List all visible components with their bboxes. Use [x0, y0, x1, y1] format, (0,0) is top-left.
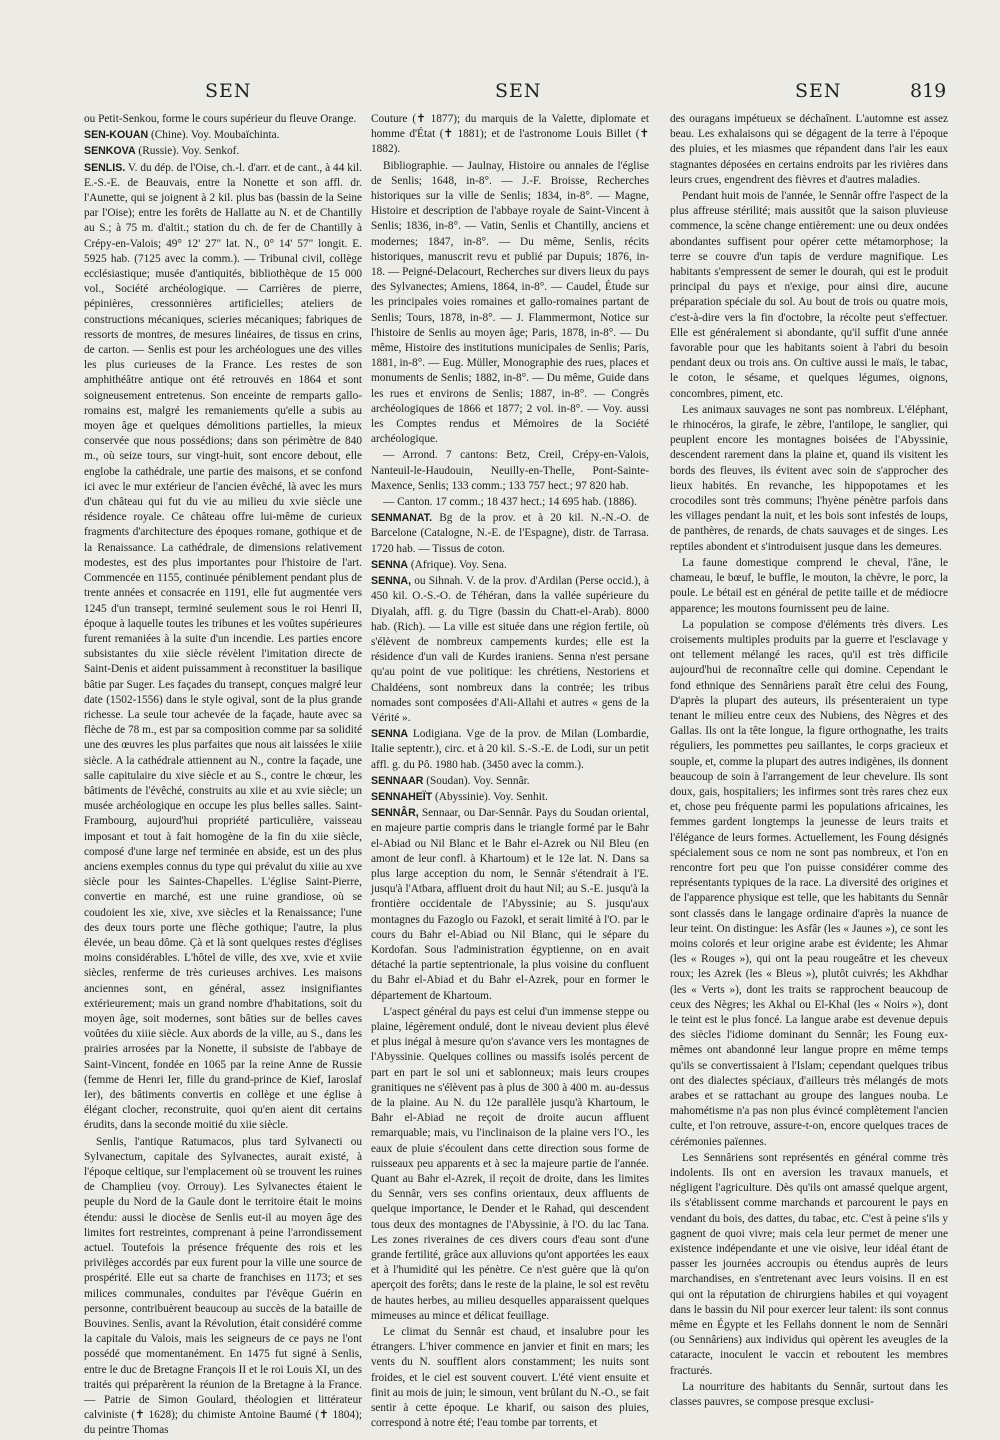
canton-paragraph: — Canton. 17 comm.; 18 437 hect.; 14 695 hab. (1886).	[383, 496, 637, 509]
entry-senmanat	[371, 511, 649, 557]
headword: SEN-KOUAN	[84, 129, 149, 142]
entry-senna-sihnah	[371, 574, 649, 726]
entry-senna-lodigiana	[371, 727, 649, 773]
column-1	[84, 112, 362, 1440]
entry-continuation: ou Petit-Senkou, forme le cours supérieur du fleuve Orange.	[84, 113, 357, 125]
entry-senkova	[84, 144, 362, 159]
entry-paragraph: La nourriture des habitants du Sennâr, surtout dans les classes pauvres, se compose presque exclusi-	[670, 1380, 948, 1409]
column-2	[371, 112, 649, 1432]
entry-text: (Afrique). Voy. Sena.	[408, 558, 507, 571]
entry-text: V. du dép. de l'Oise, ch.-l. d'arr. et de cant., à 44 kil. E.-S.-E. de Beauvais, entre la Nonette et son affl. dr. l'Aunette, qui se joignent à 2 kil. plus bas (bassin de la Seine par l'Oise); entre les forêts de Hallatte au N. et de Chantilly au S.; à 75 m. d'altit.; station du ch. de fer de Chantilly à Crépy-en-Valois; 49° 12' 27" lat. N., 0° 14' 57" longit. E. 5925 hab. (7125 avec la comm.). — Tribunal civil, collège ecclésiastique; musée d'antiquités, bibliothèque de 15 000 vol., Société archéologique. — Carrières de pierre, pépinières, cressonnières artificielles; ateliers de constructions mécaniques, scieries mécaniques; fabriques de ressorts de montres, de mesures linéaires, de tissus en crins, de carton. — Senlis est pour les archéologues une des villes les plus curieuses de la France. Les restes de son amphithéâtre antique ont été retrouvés en 1864 et sont soigneusement entretenus. Son enceinte de remparts gallo-romains est, malgré les remaniements qu'elle a subis au moyen âge et quelques démolitions partielles, la mieux conservée que nous possédions; dans son périmètre de 840 m., où seize tours, sur vingt-huit, sont encore debout, elle englobe la cathédrale, une partie des maisons, et se confond ici avec le mur extérieur de l'ancien évêché, là avec les murs d'un château qui fut du vie au milieu du xvie siècle une résidence royale. Ce château offre lui-même de curieux fragments d'architecture des époques romane, gothique et de la Renaissance. La cathédrale, de dimensions relativement modestes, est des plus importantes pour l'histoire de l'art. Commencée en 1155, continuée péniblement pendant plus de trente années et consacrée en 1191, elle fut augmentée vers 1245 d'un transept, terminé seulement sous le roi Henri II, époque à laquelle toutes les tribunes et les voûtes supérieures furent remaniées à la suite d'un incendie. Les parties encore subsistantes du xiie siècle révèlent l'imitation directe de Saint-Denis et aident puissamment à reconstituer la basilique bâtie par Suger. Les façades du transept, conçues malgré leur date (1502-1556) dans le style ogival, sont de la plus grande richesse. La seule tour achevée de la façade, haute avec sa flèche de 78 m., est par sa composition comme par sa solidité une des œuvres les plus parfaites que nous ait laissées le xiiie siècle. A la cathédrale attiennent au N., contre la façade, une salle capitulaire du xive siècle et au S., contre le chœur, les bâtiments de l'évêché, construits au xiie et au xvie siècle; un musée archéologique en occupe les plus belles salles. Saint-Frambourg, aujourd'hui propriété particulière, vaisseau imposant et tout à fait homogène de la fin du xiie siècle, composé d'une large nef terminée en abside, est un des plus anciens exemples connus du type qui prévalut du xiiie au xve siècle pour les Saintes-Chapelles. L'église Saint-Pierre, convertie en marché, est une ruine grandiose, où se coudoient les xie, xive, xve siècles et la Renaissance; l'une des deux tours porte une flèche gothique; l'autre, la plus élevée, un beau dôme. Çà et là sont quelques restes d'églises moins considérables. L'hôtel de ville, des xve, xvie et xviie siècles, renferme de très curieuses archives. Les maisons anciennes sont, en général, assez insignifiantes extérieurement; mais un grand nombre d'habitations, soit du moyen âge, soit modernes, sont bâties sur de belles caves voûtées du xiiie siècle. Aux abords de la ville, au S., dans les prairies arrosées par la Nonette, il subsiste de l'abbaye de Saint-Vincent, fondée en 1065 par la reine Anne de Russie (femme de Henri Ier, fille du grand-prince de Kief, Iaroslaf Ier), des bâtiments convertis en collège et une église à élégant clocher, reconstruite, quoi qu'en aient dit certains érudits, dans la seconde moitié du xiie siècle.	[84, 161, 362, 1132]
entry-text: Sennaar, ou Dar-Sennâr. Pays du Soudan oriental, en majeure partie compris dans le triangle formé par le Bahr el-Abiad ou Nil Blanc et le Bahr el-Azrek ou Nil Bleu (en amont de leur confl. à Khartoum) et le 12e lat. N. Dans sa plus large acception du nom, le Sennâr s'étendrait à l'E. jusqu'à l'Atbara, affluent droit du haut Nil; au S.-E. jusqu'à la frontière occidentale de l'Abyssinie; au S. jusqu'aux montagnes du Fazoglo ou Fazokl, et serait limité à l'O. par le cours du Bahr el-Abiad ou Nil Blanc, qui le sépare du Kordofan. Sous l'administration égyptienne, on en avait détaché la partie septentrionale, la plus voisine du confluent du Bahr el-Abiad et du Bahr el-Azrek, pour en former le département de Khartoum.	[371, 807, 649, 1002]
entry-text: (Soudan). Voy. Sennâr.	[423, 774, 530, 787]
entry-continuation: Couture (✝ 1877); du marquis de la Valette, diplomate et homme d'État (✝ 1881); et de l'astronome Louis Billet (✝ 1882).	[371, 113, 649, 156]
entry-sennaar	[371, 774, 649, 789]
headword: SENNA	[371, 728, 409, 741]
entry-paragraph: Pendant huit mois de l'année, le Sennâr offre l'aspect de la plus affreuse stérilité; mais aussitôt que la saison pluvieuse commence, la scène change entièrement: une ou deux ondées abondantes suffisent pour opérer cette métamorphose; la terre se couvre d'un tapis de verdure magnifique. Les habitants s'empressent de semer le dourah, qui est le produit principal du pays et n'exige, pour ainsi dire, aucune préparation spéciale du sol. Au bout de trois ou quatre mois, c'est-à-dire vers la fin d'octobre, la récolte peut s'effectuer. Elle est généralement si abondante, qu'il suffit d'une année favorable pour que les habitants soient à l'abri du besoin pendant deux ou trois ans. On cultive aussi le maïs, le tabac, le coton, le sésame, et quelques légumes, oignons, concombres, piment, etc.	[670, 190, 948, 400]
headword: SENNA,	[371, 575, 412, 588]
entry-text: Bg de la prov. et à 20 kil. N.-N.-O. de Barcelone (Catalogne, N.-E. de l'Espagne), distr. de Tarrasa. 1720 hab. — Tissus de coton.	[371, 512, 649, 555]
entry-paragraph: Senlis, l'antique Ratumacos, plus tard Sylvanecti ou Sylvanectum, capitale des Sylvanectes, aurait existé, à l'époque celtique, sur l'emplacement où se trouvent les ruines de Champlieu (voy. Orrouy). Les Sylvanectes étaient le peuple du Nord de la Gaule dont le territoire était le moins étendu: aussi le diocèse de Senlis eut-il au moyen âge des limites fort restreintes, comprenant à peine l'arrondissement actuel. Toutefois la présence fréquente des rois et les privilèges accordés par eux furent pour la ville une source de prospérité. Elle eut sa charte de franchises en 1173; et ses milices communales, conduites par l'évêque Guérin en personne, contribuèrent beaucoup au succès de la bataille de Bouvines. Senlis, avant la Révolution, était considéré comme la capitale du Valois, mais les seigneurs de ce pays ne l'ont possédé que momentanément. En 1475 fut signé à Senlis, entre le duc de Bretagne François II et le roi Louis XI, un des traités qui préparèrent la réunion de la Bretagne à la France. — Patrie de Simon Goulard, théologien et littérateur calviniste (✝ 1628); du chimiste Antoine Baumé (✝ 1804); du peintre Thomas	[84, 1135, 362, 1437]
headword: SENNAAR	[371, 774, 424, 787]
entry-sennaheit	[371, 790, 649, 805]
headword: SENNAHEÏT	[371, 790, 433, 803]
headword: SENNÂR,	[371, 807, 419, 820]
entry-paragraph: L'aspect général du pays est celui d'un immense steppe ou plaine, légèrement ondulé, dont le niveau devient plus élevé et plus inégal à mesure qu'on s'avance vers les montagnes de l'Abyssinie. Quelques collines ou massifs isolés percent de part en part le sol uni et sablonneux; mais leurs croupes granitiques ne s'élèvent pas à plus de 300 à 400 m. au-dessus de la plaine. Au N. du 12e parallèle jusqu'à Khartoum, le Bahr el-Abiad ne reçoit de droite aucun affluent remarquable; mais, vu l'inclinaison de la plaine vers l'O., les eaux de pluie s'écoulent dans cette direction sous forme de ruisseaux peu apparents et à sec la majeure partie de l'année. Quant au Bahr el-Azrek, il reçoit de droite, dans les limites du Sennâr, vers ses confins orientaux, deux affluents de quelque importance, le Dender et le Rahad, qui descendent tous deux des montagnes de l'Abyssinie, à l'O. du lac Tana. Les zones riveraines de ces divers cours d'eau sont d'une grande fertilité, grâce aux alluvions qu'ont apportées les eaux et à l'humidité qui les pénètre. Ce n'est guère que là qu'on aperçoit des forêts; dans le reste de la plaine, le sol est revêtu de hautes herbes, au milieu desquelles apparaissent quelques mimeuses au mince et délicat feuillage.	[371, 1005, 649, 1322]
entry-sennar	[371, 806, 649, 1004]
entry-paragraph: Les Sennâriens sont représentés en général comme très indolents. Ils ont en aversion les travaux manuels, et négligent l'agriculture. Dès qu'ils ont amassé quelque argent, ils s'établissent comme marchands et parcourent le pays en vendant du bois, des dattes, du tabac, etc. C'est à peine s'ils y gagnent de quoi vivre; mais cela leur permet de mener une existence indépendante et une vie oisive, leur idéal étant de passer les journées accroupis ou étendus auprès de leurs marchandises, en s'entretenant avec leurs voisins. Il en est qui ont la réputation de chirurgiens habiles et qui voyagent dans le bassin du Nil pour exercer leur talent: ils sont connus même en Égypte et les Fellahs donnent le nom de Sennâri (ou Sennâriens) aux individus qui opèrent les aveugles de la cataracte, inoculent le vaccin et reboutent les membres fracturés.	[670, 1151, 948, 1377]
bibliography: Bibliographie. — Jaulnay, Histoire ou annales de l'église de Senlis; 1648, in-8°. — J.-F. Broisse, Recherches historiques sur la ville de Senlis; 1834, in-8°. — Magne, Histoire et description de l'abbaye royale de Saint-Vincent à Senlis; 1836, in-8°. — Vatin, Senlis et Chantilly, anciens et modernes; 1847, in-8°. — Du même, Senlis, récits historiques, manuscrit revu et publié par Dupuis; 1876, in-18. — Peigné-Delacourt, Recherches sur divers lieux du pays des Sylvanectes; Amiens, 1864, in-8°. — Caudel, Étude sur les principales voies romaines et gallo-romaines partant de Senlis; Tours, 1878, in-8°. — J. Flammermont, Notice sur l'histoire de Senlis au moyen âge; Paris, 1878, in-8°. — Du même, Histoire des institutions municipales de Senlis; Paris, 1881, in-8°. — Eug. Müller, Monographie des rues, places et monuments de Senlis; 1882, in-8°. — Du même, Guide dans les rues et environs de Senlis; 1887, in-8°. — Congrès archéologiques de 1866 et 1877; 2 vol. in-8°. — Voy. aussi les Comptes rendus et Mémoires de la Société archéologique.	[371, 159, 649, 446]
entry-text: (Chine). Voy. Moubaïchinta.	[148, 129, 280, 142]
entry-text: ou Sihnah. V. de la prov. d'Ardilan (Perse occid.), à 450 kil. O.-S.-O. de Téhéran, dans la vallée supérieure du Diyalah, affl. g. du Tigre (bassin du Chatt-el-Arab). 8000 hab. (Rich). — La ville est située dans une région fertile, où s'élèvent de nombreux campements kurdes; elle est la résidence d'un vali de Kurdes iraniens. Senna n'est persane qu'au point de vue politique: les chrétiens, Nestoriens et Chaldéens, sont nombreux dans la contrée; les tribus nomades sont composées d'Ali-Allahi et autres « gens de la Vérité ».	[371, 575, 649, 724]
entry-senlis	[84, 161, 362, 1134]
headword: SENNA	[371, 558, 409, 571]
page-number: 819	[910, 80, 947, 102]
running-header	[0, 80, 1000, 110]
entry-sen-kouan	[84, 128, 362, 143]
headword: SENLIS.	[84, 161, 126, 174]
entry-paragraph: Le climat du Sennâr est chaud, et insalubre pour les étrangers. L'hiver commence en janvier et finit en mars; les vents du N. soufflent alors constamment; les nuits sont froides, et le ciel est souvent couvert. L'été vient ensuite et finit au mois de juin; le simoun, vent brûlant du N.-O., se fait sentir à cette époque. Le kharif, ou saison des pluies, correspond à notre été; l'eau tombe par torrents, et	[371, 1326, 649, 1430]
entry-text: Lodigiana. Vge de la prov. de Milan (Lombardie, Italie septentr.), circ. et à 20 kil. S.-S.-E. de Lodi, sur un petit affl. g. du Pô. 1980 hab. (3450 avec la comm.).	[371, 728, 649, 771]
entry-paragraph: Les animaux sauvages ne sont pas nombreux. L'éléphant, le rhinocéros, la girafe, le zèbre, l'antilope, le sanglier, qui peuplent encore les montagnes boisées de l'Abyssinie, descendent rarement dans la plaine et, quand ils visitent les bords des fleuves, ils évitent avec soin de s'approcher des lieux habités. En revanche, les hippopotames et les crocodiles sont très communs; l'hyène pénètre parfois dans les villages pendant la nuit, et les bois sont infestés de loups, de panthères, de renards, de chats sauvages et de singes. Les reptiles abondent et s'introduisent jusque dans les demeures.	[670, 403, 948, 553]
header-right-word: SEN	[795, 80, 842, 102]
entry-paragraph: La population se compose d'éléments très divers. Les croisements multiples produits par la guerre et l'esclavage y ont tellement mélangé les races, qu'il est très difficile aujourd'hui de reconnaître celle qui domine. Cependant le fond ethnique des Sennâriens paraît être celui des Foung, D'après la plupart des auteurs, ils présenteraient un type tenant le milieu entre ceux des Nubiens, des Nègres et des Gallas. Ils ont la tête longue, la figure orthognathe, les traits réguliers, les pommettes peu saillantes, le corps gracieux et souple, et, comme la plupart des autres indigènes, ils donnent beaucoup de soin à l'arrangement de leur chevelure. Ils sont doux, gais, hospitaliers; les infirmes sont très rares chez eux et, chose peu fréquente parmi les populations africaines, les femmes gardent longtemps la jeunesse de leurs traits et l'élégance de leurs formes. Actuellement, les Foung désignés spécialement sous ce nom ne sont pas nombreux, et l'on en rencontre fort peu que l'on puisse considérer comme des représentants typiques de la race. La diversité des origines et de l'apparence physique est telle, que les habitants du Sennâr sont classés dans le langage ordinaire d'après la nuance de leur teint. On distingue: les Asfâr (les « Jaunes »), ce sont les moins colorés et leur origine arabe est évidente; les Ahmar (les « Rouges »), qui ont la peau rougeâtre et les cheveux roux; les Azrek (les « Bleus »), plutôt cuivrés; les Akhdhar (les « Verts »), dont les traits se rapprochent beaucoup de ceux des Nègres; les Akhal ou El-Khal (les « Noirs »), dont le teint est le plus foncé. La langue arabe est devenue depuis des siècles l'idiome dominant du Sennâr; les Foung eux-mêmes ont abandonné leur langue propre en même temps qu'ils se convertissaient à l'Islam; cependant quelques tribus ont des dialectes spéciaux, d'ailleurs très mélangés de mots arabes et se rattachant au groupe des langues nouba. Le mahométisme n'a pas non plus évincé complètement l'ancien culte, et l'on retrouve, assure-t-on, encore quelques traces de cérémonies païennes.	[670, 618, 948, 1148]
header-center-word: SEN	[495, 80, 542, 102]
header-left-word: SEN	[205, 80, 252, 102]
entry-senna-afrique	[371, 558, 649, 573]
entry-paragraph: La faune domestique comprend le cheval, l'âne, le chameau, le bœuf, le buffle, le mouton, la chèvre, le porc, la poule. Le bétail est en général de petite taille et de médiocre apparence; les moutons fournissent peu de laine.	[670, 556, 948, 615]
headword: SENMANAT.	[371, 512, 433, 525]
column-3	[670, 112, 948, 1411]
entry-text: (Abyssinie). Voy. Senhit.	[432, 790, 548, 803]
headword: SENKOVA	[84, 145, 136, 158]
entry-continuation: des ouragans impétueux se déchaînent. L'automne est assez beau. Les exhalaisons qui se dégagent de la terre à l'époque des pluies, et les miasmes que répandent dans l'air les eaux stagnantes déposées en certains endroits par les rivières dans leurs crues, engendrent des fièvres et d'autres maladies.	[670, 113, 948, 186]
arrondissement-paragraph: — Arrond. 7 cantons: Betz, Creil, Crépy-en-Valois, Nanteuil-le-Haudouin, Neuilly-en-Thelle, Pont-Sainte-Maxence, Senlis; 133 comm.; 133 757 hect.; 97 820 hab.	[371, 449, 649, 492]
entry-text: (Russie). Voy. Senkof.	[135, 145, 240, 158]
